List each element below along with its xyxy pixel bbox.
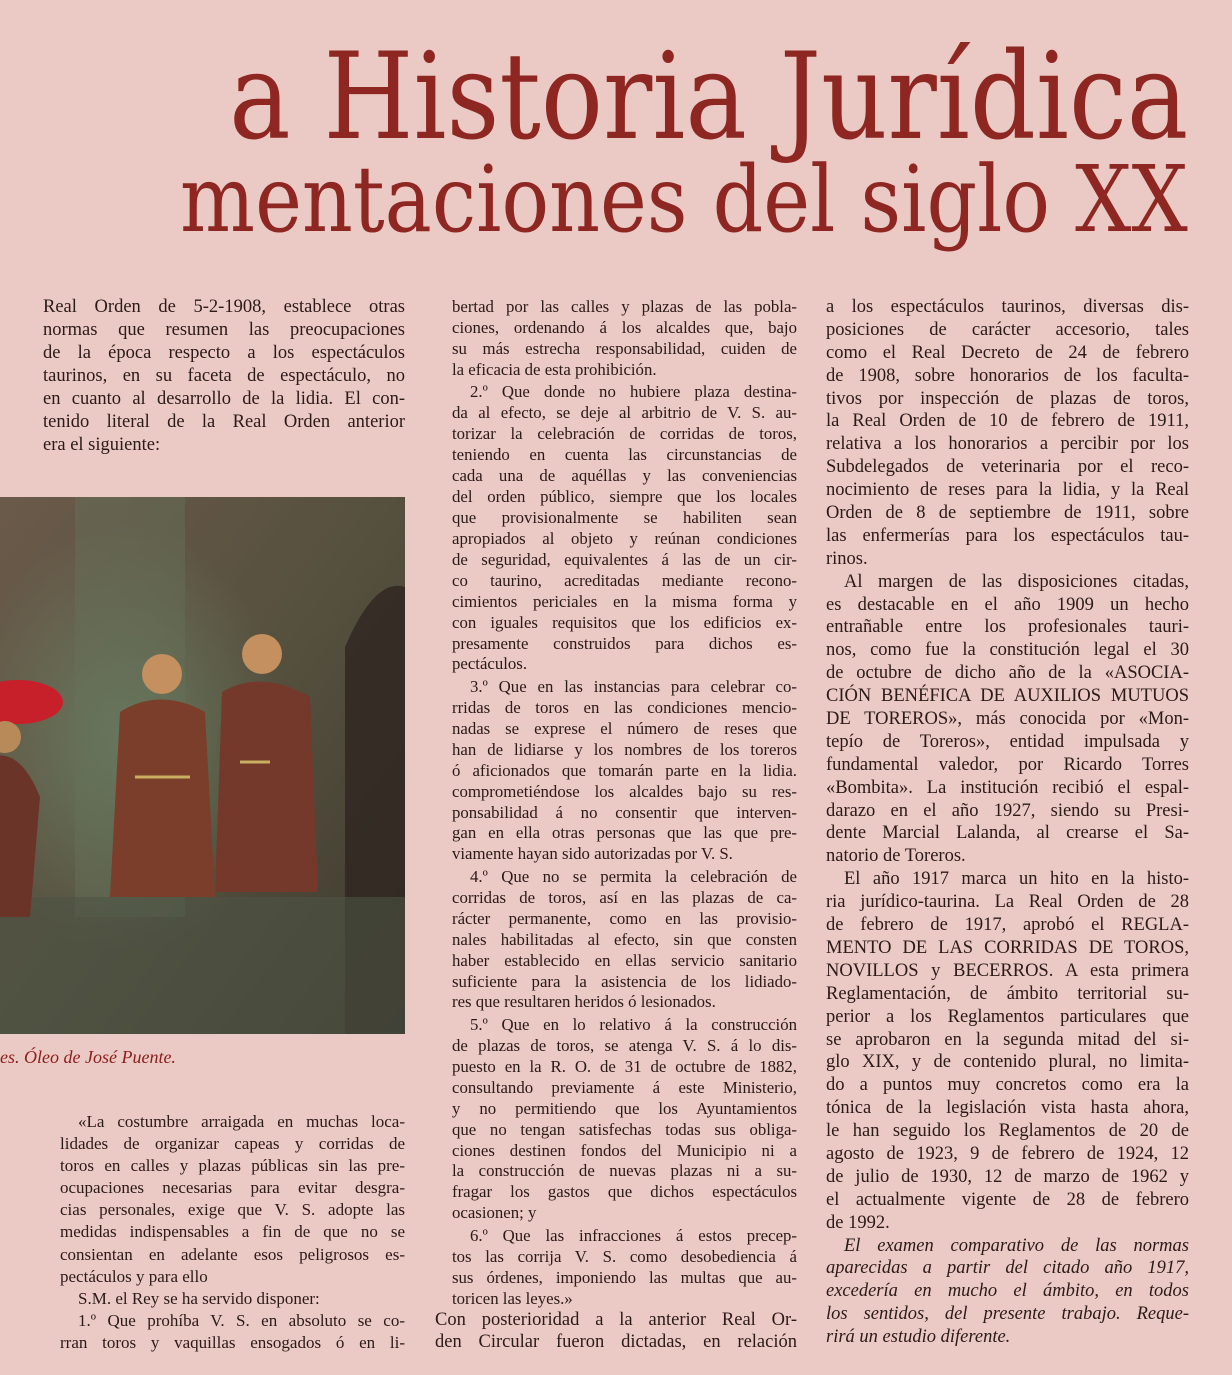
text-line: El examen comparativo de las normas (844, 1235, 1189, 1256)
text-line: tos las corrija V. S. como desobediencia á (452, 1246, 797, 1266)
text-line: Con posterioridad a la anterior Real Or- (435, 1310, 797, 1330)
text-line: excedería en mucho el ámbito, en todos (826, 1281, 1189, 1302)
text-line: 4.º Que no se permita la celebración de (470, 866, 797, 886)
paragraph (60, 1310, 405, 1354)
text-line: ria jurídico-taurina. La Real Orden de 28 (826, 892, 1189, 913)
column-1-intro (43, 296, 405, 457)
text-line: pectáculos y para ello (60, 1266, 208, 1286)
text-line: toricen las leyes.» (452, 1288, 573, 1308)
text-line: dente Marcial Lalanda, al crearse el Sa- (826, 823, 1189, 844)
paragraph (826, 296, 1189, 571)
text-line: S.M. el Rey se ha servido disponer: (78, 1288, 320, 1308)
text-line: bertad por las calles y plazas de las pobla- (452, 297, 797, 316)
text-line: normas que resumen las preocupaciones (43, 320, 405, 340)
text-line: de julio de 1930, 12 de marzo de 1962 y (826, 1166, 1189, 1187)
text-line: darazo en el año 1927, siendo su Presi- (826, 800, 1189, 821)
text-line: gan en ella otras personas que las que pre- (452, 823, 797, 843)
paragraph (826, 1235, 1189, 1349)
text-line: lidades de organizar capeas y corridas de (60, 1134, 405, 1154)
text-line: ocasionen; y (452, 1203, 537, 1223)
text-line: es destacable en el año 1909 un hecho (826, 594, 1189, 615)
paragraph (452, 676, 797, 864)
text-line: corridas de toros, así en las plazas de ca- (452, 887, 797, 907)
text-line: «Bombita». La institución recibió el espal- (826, 777, 1189, 798)
text-line: le han seguido los Reglamentos de 20 de (826, 1121, 1189, 1142)
paragraph (60, 1288, 405, 1310)
column-3-text (826, 296, 1189, 1349)
text-line: teniendo en cuenta las circunstancias de (452, 445, 797, 465)
paragraph (43, 296, 405, 457)
text-line: nadas se exprese el número de reses que (452, 718, 797, 738)
text-line: 5.º Que en lo relativo á la construcción (470, 1014, 797, 1034)
text-line: DE TOREROS», más conocida por «Mon- (826, 709, 1189, 730)
text-line: natorio de Toreros. (826, 846, 966, 867)
text-line: viamente hayan sido autorizadas por V. S. (452, 844, 733, 864)
text-line: en cuanto al desarrollo de la lidia. El con- (43, 389, 405, 409)
text-line: MENTO DE LAS CORRIDAS DE TOROS, (826, 937, 1189, 958)
text-line: 1.º Que prohíba V. S. en absoluto se co- (78, 1310, 405, 1330)
text-line: ciones destinen fondos del Municipio ni a (452, 1140, 797, 1160)
monk-head (142, 654, 182, 694)
text-line: pectáculos. (452, 654, 528, 674)
text-line: haber establecido en ellas servicio sanitario (452, 950, 797, 970)
text-line: agosto de 1923, 9 de febrero de 1924, 12 (826, 1143, 1189, 1164)
article-title-line-2: mentaciones del siglo XX (180, 146, 1188, 253)
text-line: do a puntos muy concretos como era la (826, 1075, 1189, 1096)
text-line: rácter permanente, como en las provisio- (452, 908, 797, 928)
text-line: NOVILLOS y BECERROS. A esta primera (826, 960, 1189, 981)
text-line: consultando previamente á este Ministerio, (452, 1077, 797, 1097)
text-line: con iguales requisitos que los edificios ex- (452, 612, 797, 632)
text-line: tenido literal de la Real Orden anterior (43, 412, 405, 432)
ground (0, 897, 405, 1034)
text-line: Orden de 8 de septiembre de 1911, sobre (826, 503, 1189, 524)
text-line: El año 1917 marca un hito en la histo- (844, 869, 1189, 890)
text-line: la eficacia de esta prohibición. (452, 359, 657, 379)
text-line: de febrero de 1917, aprobó el REGLA- (826, 915, 1189, 936)
monk-robe (215, 682, 318, 892)
text-line: la Real Orden de 10 de febrero de 1911, (826, 411, 1189, 432)
paragraph (452, 381, 797, 674)
text-line: nales habilitadas al efecto, sin que consten (452, 929, 797, 949)
text-line: Subdelegados de veterinaria por el reco- (826, 457, 1189, 478)
text-line: toros en calles y plazas públicas sin las pre- (60, 1156, 405, 1176)
figure-caption: es. Óleo de José Puente. (0, 1047, 176, 1067)
text-line: de plazas de toros, se atenga V. S. á lo dis- (452, 1035, 797, 1055)
text-line: glo XIX, y de contenido plural, no limita- (826, 1052, 1189, 1073)
paragraph (60, 1111, 405, 1288)
text-line: de octubre de dicho año de la «ASOCIA- (826, 663, 1189, 684)
text-line: las enfermerías para los espectáculos tau- (826, 525, 1189, 546)
paragraph (452, 1225, 797, 1309)
text-line: rran toros y vaquillas ensogados ó en li- (60, 1332, 405, 1352)
text-line: 3.º Que en las instancias para celebrar co- (470, 676, 797, 696)
text-line: ponsabilidad á no consentir que interven- (452, 802, 797, 822)
text-line: de la época respecto a los espectáculos (43, 343, 405, 363)
text-line: el actualmente vigente de 28 de febrero (826, 1189, 1189, 1210)
paragraph (826, 571, 1189, 869)
text-line: posiciones de carácter accesorio, tales (826, 319, 1189, 340)
text-line: CIÓN BENÉFICA DE AUXILIOS MUTUOS (826, 686, 1189, 707)
text-line: tivos por inspección de plazas de toros, (826, 388, 1189, 409)
paragraph (826, 868, 1189, 1234)
text-line: cimientos periciales en la misma forma y (452, 591, 797, 611)
text-line: tepío de Toreros», entidad impulsada y (826, 731, 1189, 752)
text-line: 2.º Que donde no hubiere plaza destina- (470, 382, 797, 402)
paragraph (452, 866, 797, 1013)
text-line: «La costumbre arraigada en muchas loca- (78, 1112, 405, 1131)
text-line: los sentidos, del presente trabajo. Reque- (826, 1304, 1189, 1325)
text-line: torizar la celebración de corridas de toros, (452, 424, 797, 444)
monk-robe (110, 700, 215, 898)
text-line: la construcción de nuevas plazas ni a su- (452, 1161, 797, 1181)
text-line: rridas de toros en las condiciones mencio- (452, 697, 797, 717)
text-line: 6.º Que las infracciones á estos precep- (470, 1225, 797, 1245)
text-line: cias personales, exige que V. S. adopte las (60, 1200, 405, 1220)
text-line: ciones, ordenando á los alcaldes que, bajo (452, 317, 797, 337)
text-line: puesto en la R. O. de 31 de octubre de 1882, (452, 1056, 797, 1076)
text-line: de seguridad, equivalentes á las de un cir- (452, 549, 797, 569)
monk-head (242, 634, 282, 674)
text-line: fragar los gastos que dichos espectáculos (452, 1182, 797, 1202)
paragraph (435, 1309, 797, 1353)
text-line: entrañable entre los profesionales tauri- (826, 617, 1189, 638)
text-line: se aprobaron en la segunda mitad del si- (826, 1029, 1189, 1050)
text-line: comprometiéndose los alcaldes bajo su res- (452, 781, 797, 801)
paragraph (452, 296, 797, 380)
text-line: res que resultaren heridos ó lesionados. (452, 992, 716, 1012)
text-line: como el Real Decreto de 24 de febrero (826, 342, 1189, 363)
text-line: nos, como fue la constitución legal el 30 (826, 640, 1189, 661)
text-line: apropiados al objeto y reúnan condiciones (452, 528, 797, 548)
text-line: rirá un estudio diferente. (826, 1327, 1011, 1348)
text-line: aparecidas a partir del citado año 1917, (826, 1258, 1189, 1279)
text-line: cada una de aquéllas y las conveniencias (452, 466, 797, 485)
text-line: Reglamentación, de ámbito territorial su- (826, 983, 1189, 1004)
text-line: taurinos, en su faceta de espectáculo, no (43, 366, 405, 386)
text-line: co taurino, acreditadas mediante recono- (452, 570, 797, 590)
painting-image (0, 497, 405, 1034)
text-line: su más estrecha responsabilidad, cuiden de (452, 338, 797, 358)
text-line: consientan en adelante esos peligrosos es- (60, 1244, 405, 1264)
text-line: tónica de la legislación vista hasta ahora, (826, 1098, 1189, 1119)
text-line: han de lidiarse y los nombres de los toreros (452, 739, 797, 759)
text-line: del orden público, siempre que los locales (452, 486, 797, 506)
text-line: nocimiento de reses para la lidia, y la Real (826, 480, 1189, 501)
text-line: Al margen de las disposiciones citadas, (844, 571, 1189, 592)
text-line: den Circular fueron dictadas, en relación (435, 1332, 797, 1352)
column-2-continuation (435, 1309, 797, 1353)
text-line: relativa a los honorarios a percibir por los (826, 434, 1189, 455)
text-line: era el siguiente: (43, 435, 161, 455)
text-line: que no tengan satisfechas todas sus obliga- (452, 1119, 797, 1139)
paragraph (452, 1014, 797, 1223)
text-line: medidas indispensables a fin de que no se (60, 1222, 405, 1242)
text-line: que provisionalmente se habiliten sean (452, 507, 797, 527)
text-line: de 1908, sobre honorarios de los faculta- (826, 365, 1189, 386)
text-line: Real Orden de 5-2-1908, establece otras (43, 297, 405, 317)
column-2-text (452, 296, 797, 1309)
text-line: y no permitiendo que los Ayuntamientos (452, 1098, 797, 1118)
text-line: ó aficionados que tomarán parte en la lidia. (452, 760, 797, 780)
text-line: presamente construidos para dichos es- (452, 633, 797, 653)
text-line: rinos. (826, 548, 868, 569)
text-line: da al efecto, se deje al arbitrio de V. S. au- (452, 403, 797, 423)
article-title-line-1: a Historia Jurídica (228, 28, 1188, 167)
text-line: a los espectáculos taurinos, diversas dis- (826, 297, 1189, 317)
text-line: de 1992. (826, 1212, 890, 1233)
quoted-real-orden (60, 1111, 405, 1354)
text-line: suficiente para la asistencia de los lidiado- (452, 971, 797, 991)
text-line: fundamental valedor, por Ricardo Torres (826, 754, 1189, 775)
text-line: perior a los Reglamentos particulares que (826, 1006, 1189, 1027)
text-line: ocupaciones necesarias para evitar desgra- (60, 1178, 405, 1198)
text-line: sus órdenes, imponiendo las multas que au- (452, 1267, 797, 1287)
